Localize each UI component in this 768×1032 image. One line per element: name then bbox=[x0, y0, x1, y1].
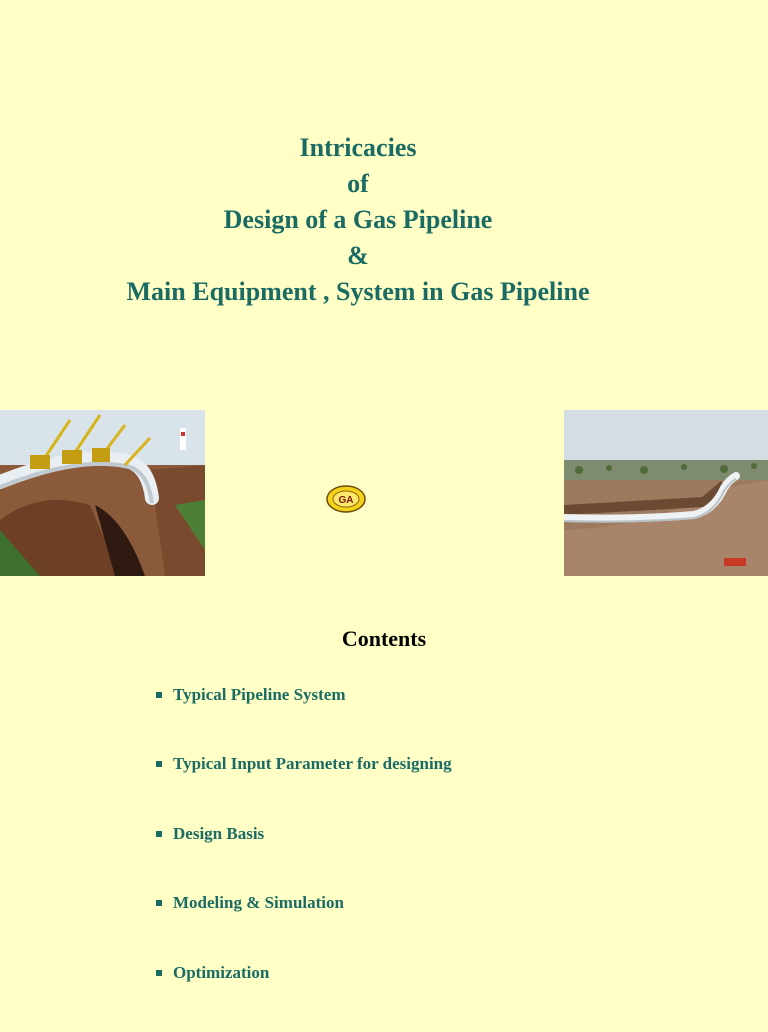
pipeline-landscape-illustration bbox=[564, 410, 768, 576]
list-item bbox=[156, 963, 452, 1032]
square-bullet-icon bbox=[156, 970, 162, 976]
contents-heading: Contents bbox=[341, 626, 427, 651]
company-logo-icon bbox=[326, 485, 366, 513]
svg-text:GA: GA bbox=[338, 495, 354, 506]
company-logo bbox=[326, 485, 366, 513]
title-line-4: & bbox=[347, 241, 369, 270]
list-item-label: Typical Pipeline System bbox=[173, 685, 346, 704]
list-item bbox=[156, 893, 452, 962]
square-bullet-icon bbox=[156, 900, 162, 906]
pipeline-laying-photo bbox=[0, 410, 205, 576]
pipeline-landscape-photo bbox=[564, 410, 768, 576]
title-line-2: of bbox=[347, 169, 369, 198]
pipeline-laying-illustration bbox=[0, 410, 205, 576]
contents-list bbox=[156, 685, 452, 1032]
title-line-5: Main Equipment , System in Gas Pipeline bbox=[126, 277, 590, 306]
title-block bbox=[0, 130, 716, 310]
list-item-label: Modeling & Simulation bbox=[173, 893, 344, 913]
title-line-1: Intricacies bbox=[299, 133, 417, 162]
square-bullet-icon bbox=[156, 761, 162, 767]
title-line-3: Design of a Gas Pipeline bbox=[223, 205, 493, 234]
list-item bbox=[156, 824, 452, 893]
list-item-label: Optimization bbox=[173, 962, 270, 982]
list-item bbox=[156, 754, 452, 823]
square-bullet-icon bbox=[156, 831, 162, 837]
list-item-label: Design Basis bbox=[173, 823, 265, 843]
list-item bbox=[156, 685, 452, 754]
square-bullet-icon bbox=[156, 692, 162, 698]
list-item-label: Typical Input Parameter for designing bbox=[173, 754, 452, 774]
